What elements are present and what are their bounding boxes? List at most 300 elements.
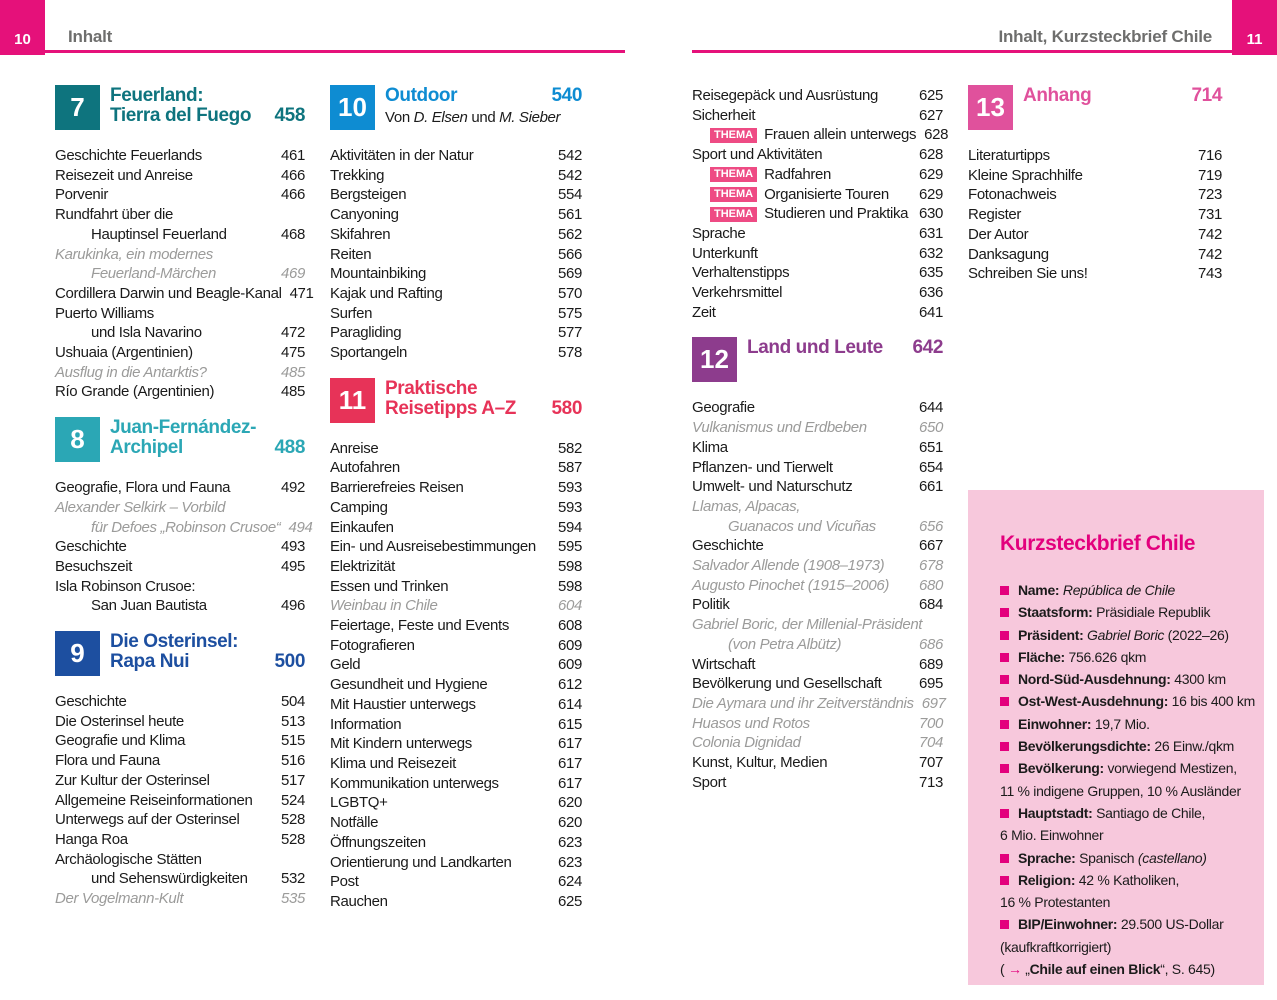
toc-entry-label: Geschichte [55, 538, 127, 556]
chapter-title-text: Tierra del Fuego [110, 105, 252, 126]
chapter-page-number: 714 [1191, 85, 1222, 106]
toc-entry-label: Rauchen [330, 892, 388, 910]
toc-entry-label: Orientierung und Landkarten [330, 853, 512, 871]
toc-entry-label: Gabriel Boric, der Millenial-Präsident [692, 616, 923, 634]
toc-entry-label: Information [330, 715, 402, 733]
text-segment: (kaufkraftkorrigiert) [1000, 938, 1112, 955]
toc-entry-label: Barrierefreies Reisen [330, 479, 464, 497]
toc-entry-line [692, 674, 943, 694]
text-segment: Religion: [1018, 871, 1076, 888]
toc-column-2 [330, 85, 582, 912]
toc-entry-label: Post [330, 873, 359, 891]
toc-entry-page-number: 524 [281, 791, 305, 809]
toc-entry-page-number: 617 [558, 735, 582, 753]
text-segment: BIP/Einwohner: [1018, 916, 1118, 933]
toc-entry-label: Colonia Dignidad [692, 734, 801, 752]
toc-entry-page-number: 495 [281, 557, 305, 575]
toc-entry-line [692, 694, 946, 714]
toc-entry-page-number: 684 [919, 596, 943, 614]
toc-column-3 [692, 86, 949, 793]
toc-entry-line [55, 537, 305, 557]
toc-entry-label: Ein- und Ausreisebestimmungen [330, 538, 536, 556]
toc-entry-label: Der Vogelmann-Kult [55, 890, 184, 908]
toc-entry-label: Gesundheit und Hygiene [330, 676, 488, 694]
toc-entry-page-number: 535 [281, 890, 305, 908]
toc-entry-page-number: 493 [281, 538, 305, 556]
chapter-heading [968, 85, 1222, 130]
toc-entry-label: Trekking [330, 166, 385, 184]
toc-entry-line [330, 225, 582, 245]
toc-entry-line [692, 303, 943, 323]
toc-entry-label: Surfen [330, 304, 373, 322]
toc-entry-line [55, 751, 305, 771]
toc-entry-line [55, 771, 305, 791]
toc-entry-label: Camping [330, 498, 388, 516]
chapter-title-line [385, 379, 582, 399]
chapter-number-box: 10 [330, 85, 375, 130]
toc-entry-page-number: 593 [558, 498, 582, 516]
toc-entry-page-number: 654 [919, 458, 943, 476]
toc-entry-page-number: 625 [919, 87, 943, 104]
toc-entry-line [330, 734, 582, 754]
text-segment: 6 Mio. Einwohner [1000, 827, 1104, 844]
toc-entry-page-number: 542 [558, 147, 582, 164]
chapter-title-line [110, 438, 305, 458]
toc-entry-line [692, 418, 943, 438]
toc-entry-line [968, 185, 1222, 205]
toc-entry-label: LGBTQ+ [330, 794, 388, 812]
toc-entry-label: Geografie, Flora und Fauna [55, 479, 231, 497]
toc-entry-label: Kommunikation unterwegs [330, 774, 499, 792]
toc-entry-line [55, 596, 305, 616]
toc-entry-line [55, 498, 305, 518]
toc-entry-page-number: 623 [558, 833, 582, 851]
toc-entry-line [55, 284, 314, 304]
toc-entry-line [330, 245, 582, 265]
chapter-title-line [747, 338, 943, 358]
chapter-title-text: Feuerland: [110, 85, 204, 106]
factbox-lines [1000, 579, 1255, 980]
factbox-line [1000, 624, 1246, 646]
toc-entry-page-number: 620 [558, 794, 582, 812]
toc-entry-label: Zur Kultur der Osterinsel [55, 771, 210, 789]
text-segment: Spanisch [1075, 849, 1138, 866]
toc-entry-line [692, 497, 943, 517]
toc-entry-line [55, 791, 305, 811]
toc-entry-line [692, 398, 943, 418]
toc-entry-page-number: 650 [919, 419, 943, 437]
toc-entry-page-number: 513 [281, 712, 305, 730]
toc-entry-line [330, 537, 582, 557]
toc-entry-line [330, 695, 582, 715]
toc-entry-label: Sicherheit [692, 106, 756, 124]
toc-entry-line [692, 576, 943, 596]
toc-entry-page-number: 594 [558, 518, 582, 536]
chapter-title-line [1023, 86, 1222, 106]
toc-entry-label: Mit Kindern unterwegs [330, 735, 472, 753]
toc-entry-page-number: 630 [919, 205, 943, 223]
toc-entry-page-number: 471 [289, 284, 314, 302]
toc-entry-label: Schreiben Sie uns! [968, 265, 1088, 283]
toc-column-4 [968, 85, 1222, 284]
toc-entry-label: Radfahren [764, 165, 832, 183]
toc-entry-line [55, 304, 305, 324]
toc-entry-page-number: 661 [919, 478, 943, 496]
toc-entry-line [692, 106, 943, 126]
factbox-kurzsteckbrief [968, 490, 1264, 985]
toc-entry-label: Hauptinsel Feuerland [91, 225, 227, 243]
text-segment: Bevölkerung: [1018, 760, 1104, 777]
text-segment: Nord-Süd-Ausdehnung: [1018, 671, 1171, 688]
toc-entry-page-number: 686 [919, 635, 943, 653]
toc-entry-page-number: 593 [558, 479, 582, 497]
toc-entry-label: Feiertage, Feste und Events [330, 617, 509, 635]
toc-entry-line [692, 86, 943, 106]
text-segment: 16 % Protestanten [1000, 894, 1111, 911]
chapter-title-line [385, 399, 582, 419]
toc-entry-label: Mit Haustier unterwegs [330, 695, 476, 713]
toc-entry-label: Kunst, Kultur, Medien [692, 754, 828, 772]
toc-entry-line [330, 304, 582, 324]
toc-entry-label: Alexander Selkirk – Vorbild [55, 498, 226, 516]
chapter-heading [330, 85, 582, 130]
toc-entry-label: Karukinka, ein modernes [55, 245, 213, 263]
toc-entry-line [55, 712, 305, 732]
factbox-line [1000, 891, 1246, 913]
toc-entry-page-number: 469 [281, 265, 305, 283]
toc-entry-page-number: 629 [919, 185, 943, 203]
toc-entry-page-number: 628 [919, 146, 943, 164]
toc-entry-label: Reisezeit und Anreise [55, 166, 193, 184]
toc-entry-page-number: 719 [1198, 166, 1222, 184]
toc-entry-label: Autofahren [330, 459, 400, 477]
toc-entry-page-number: 723 [1198, 186, 1222, 204]
toc-entry-label: (von Petra Albütz) [728, 635, 842, 653]
toc-entry-label: Llamas, Alpacas, [692, 497, 801, 515]
toc-entry-label: Organisierte Touren [764, 185, 889, 203]
bullet-square-icon [1000, 653, 1009, 662]
toc-entry-page-number: 695 [919, 675, 943, 693]
toc-entry-page-number: 624 [558, 873, 582, 891]
text-segment: D. Elsen [413, 109, 468, 126]
toc-entry-label: Vulkanismus und Erdbeben [692, 419, 867, 437]
toc-entry-line [330, 458, 582, 478]
factbox-line [1000, 713, 1246, 735]
toc-entry-page-number: 562 [558, 225, 582, 243]
toc-entry-line [968, 166, 1222, 186]
toc-entry-label: Verhaltenstipps [692, 264, 790, 282]
toc-entry-line [330, 343, 582, 363]
toc-entry-page-number: 742 [1198, 245, 1222, 263]
chapter-heading-body [747, 337, 943, 382]
toc-entry-page-number: 577 [558, 324, 582, 342]
toc-entry-label: Politik [692, 596, 730, 614]
toc-entry-label: Rundfahrt über die [55, 206, 173, 224]
text-segment: Santiago de Chile, [1092, 804, 1206, 821]
toc-entry-page-number: 578 [558, 344, 582, 362]
right-header-title: Inhalt, Kurzsteckbrief Chile [998, 27, 1212, 46]
chapter-page-number: 488 [274, 437, 305, 459]
toc-entry-label: Die Aymara und ihr Zeitverständnis [692, 694, 914, 712]
toc-entry-label: Fotografieren [330, 636, 415, 654]
toc-entry-line [692, 438, 943, 458]
toc-entry-line [968, 264, 1222, 284]
toc-entry-line [692, 244, 943, 264]
left-header-title: Inhalt [68, 27, 113, 46]
toc-entry-line [330, 518, 582, 538]
toc-entry-page-number: 468 [281, 225, 305, 243]
toc-entry-page-number: 566 [558, 245, 582, 263]
right-page-number: 11 [1246, 31, 1263, 48]
toc-entry-line [330, 166, 582, 186]
toc-entry-label: Reisegepäck und Ausrüstung [692, 87, 879, 104]
right-page-number-box [1232, 0, 1277, 55]
toc-entry-label: Geschichte [55, 693, 127, 711]
toc-entry-line [330, 323, 582, 343]
toc-entry-line [330, 146, 582, 166]
factbox-line [1000, 913, 1246, 935]
chapter-heading-body [110, 631, 305, 676]
toc-entry-page-number: 625 [558, 892, 582, 910]
toc-entry-label: Anreise [330, 439, 379, 457]
toc-entry-label: Sport und Aktivitäten [692, 146, 823, 164]
toc-entry-line [330, 205, 582, 225]
text-segment: 29.500 US-Dollar [1117, 916, 1224, 933]
toc-entry-label: Frauen allein unterwegs [764, 126, 917, 144]
toc-entry-label: Allgemeine Reiseinformationen [55, 791, 253, 809]
toc-entry-page-number: 707 [919, 754, 943, 772]
chapter-title-text: Land und Leute [747, 337, 883, 359]
toc-entry-line [692, 224, 943, 244]
toc-entry-line [692, 145, 943, 165]
toc-entry-label: Die Osterinsel heute [55, 712, 184, 730]
toc-entry-line [692, 185, 943, 205]
toc-entry-page-number: 595 [558, 538, 582, 556]
toc-entry-line [55, 146, 305, 166]
toc-entry-line [55, 323, 305, 343]
text-segment: República de Chile [1059, 582, 1176, 598]
toc-entry-label: Archäologische Stätten [55, 850, 202, 868]
toc-entry-page-number: 485 [281, 383, 305, 401]
toc-entry-line [330, 264, 582, 284]
toc-entry-label: Essen und Trinken [330, 577, 449, 595]
bullet-square-icon [1000, 920, 1009, 929]
toc-entry-label: Elektrizität [330, 557, 395, 575]
toc-entry-page-number: 466 [281, 166, 305, 184]
chapter-title-line [385, 86, 582, 106]
toc-entry-label: Mountainbiking [330, 265, 426, 283]
toc-entry-page-number: 617 [558, 774, 582, 792]
bullet-square-icon [1000, 631, 1009, 640]
toc-entry-page-number: 632 [919, 244, 943, 262]
toc-entry-page-number: 492 [281, 479, 305, 497]
toc-entry-line [55, 810, 305, 830]
chapter-title-line [110, 418, 305, 438]
toc-entry-line [692, 536, 943, 556]
toc-entry-label: Huasos und Rotos [692, 714, 810, 732]
left-page-number-box [0, 0, 45, 55]
toc-entry-line [55, 869, 305, 889]
toc-entry-line [55, 731, 305, 751]
factbox-line [1000, 735, 1246, 757]
text-segment: M. Sieber [499, 109, 561, 126]
chapter-heading-body [1023, 85, 1222, 130]
chapter-heading [55, 85, 305, 130]
chapter-page-number: 642 [912, 337, 943, 359]
toc-entry-page-number: 644 [919, 399, 943, 417]
toc-entry-line [330, 833, 582, 853]
toc-entry-page-number: 651 [919, 438, 943, 456]
toc-entry-line [330, 675, 582, 695]
toc-entry-line [55, 185, 305, 205]
toc-entry-line [55, 518, 313, 538]
chapter-heading [692, 337, 943, 382]
toc-entry-label: Literaturtipps [968, 147, 1050, 164]
toc-entry-label: Aktivitäten in der Natur [330, 147, 474, 164]
toc-entry-label: Ausflug in die Antarktis? [55, 363, 207, 381]
arrow-icon: → [1007, 961, 1022, 978]
toc-entry-page-number: 587 [558, 459, 582, 477]
toc-entry-group [968, 146, 1222, 284]
toc-entry-group [330, 146, 582, 363]
toc-entry-page-number: 569 [558, 265, 582, 283]
toc-entry-label: Puerto Williams [55, 304, 154, 322]
toc-entry-line [330, 284, 582, 304]
toc-entry-line [692, 477, 943, 497]
toc-entry-group [692, 86, 949, 322]
toc-entry-line [55, 166, 305, 186]
factbox-line [1000, 869, 1246, 891]
toc-entry-label: Wirtschaft [692, 655, 756, 673]
toc-entry-page-number: 516 [281, 752, 305, 770]
text-segment: vorwiegend Mestizen, [1103, 760, 1237, 777]
toc-entry-line [692, 283, 943, 303]
toc-entry-line [692, 753, 943, 773]
toc-entry-line [330, 853, 582, 873]
text-segment: 19,7 Mio. [1091, 715, 1150, 732]
toc-entry-page-number: 713 [919, 773, 943, 791]
toc-entry-line [968, 146, 1222, 166]
toc-entry-page-number: 617 [558, 754, 582, 772]
toc-entry-label: Bevölkerung und Gesellschaft [692, 675, 882, 693]
chapter-title-text: Archipel [110, 437, 183, 459]
thema-badge: THEMA [710, 167, 757, 182]
toc-entry-label: Umwelt- und Naturschutz [692, 478, 853, 496]
toc-entry-line [55, 363, 305, 383]
factbox-line [1000, 847, 1246, 869]
thema-badge: THEMA [710, 187, 757, 202]
text-segment: (castellano) [1137, 849, 1207, 866]
toc-entry-page-number: 517 [281, 771, 305, 789]
toc-entry-label: Danksagung [968, 245, 1049, 263]
factbox-line [1000, 824, 1246, 846]
toc-entry-page-number: 629 [919, 165, 943, 183]
text-segment: (2022–26) [1164, 626, 1229, 643]
toc-entry-label: Kleine Sprachhilfe [968, 166, 1083, 184]
toc-entry-line [330, 636, 582, 656]
toc-entry-line [968, 225, 1222, 245]
toc-entry-label: Sport [692, 773, 727, 791]
toc-entry-group [55, 146, 314, 402]
toc-entry-label: Paragliding [330, 324, 402, 342]
toc-entry-line [55, 478, 305, 498]
factbox-line [1000, 646, 1246, 668]
factbox-line [1000, 690, 1255, 712]
text-segment: Fläche: [1018, 648, 1065, 665]
toc-entry-line [692, 517, 943, 537]
toc-entry-line [692, 615, 943, 635]
toc-entry-label: Sprache [692, 224, 746, 242]
factbox-line [1000, 579, 1246, 601]
toc-entry-page-number: 466 [281, 186, 305, 204]
toc-entry-page-number: 528 [281, 811, 305, 829]
chapter-title-text: Die Osterinsel: [110, 631, 239, 653]
toc-entry-page-number: 667 [919, 537, 943, 555]
toc-entry-page-number: 461 [281, 147, 305, 164]
text-segment: 16 bis 400 km [1168, 693, 1255, 710]
text-segment: Gabriel Boric [1083, 626, 1165, 643]
toc-entry-line [330, 715, 582, 735]
chapter-title-text: Praktische [385, 377, 478, 399]
toc-entry-line [330, 793, 582, 813]
text-segment: 26 Einw./qkm [1150, 738, 1235, 755]
text-segment: Name: [1018, 582, 1060, 598]
text-segment: Chile auf einen Blick [1029, 961, 1161, 978]
toc-entry-group [55, 478, 313, 616]
toc-entry-page-number: 598 [558, 557, 582, 575]
toc-entry-page-number: 743 [1198, 265, 1222, 283]
toc-entry-line [968, 205, 1222, 225]
bullet-square-icon [1000, 876, 1009, 885]
toc-entry-label: Notfälle [330, 814, 379, 832]
toc-entry-label: Öffnungszeiten [330, 833, 426, 851]
toc-entry-line [330, 892, 582, 912]
chapter-subtitle [385, 109, 582, 126]
toc-entry-page-number: 612 [558, 676, 582, 694]
text-segment: 11 % indigene Gruppen, 10 % Ausländer [1000, 782, 1241, 799]
toc-entry-page-number: 528 [281, 830, 305, 848]
toc-entry-page-number: 697 [921, 694, 946, 712]
toc-entry-line [692, 733, 943, 753]
toc-entry-line [330, 655, 582, 675]
toc-entry-page-number: 631 [919, 224, 943, 242]
toc-entry-line [330, 872, 582, 892]
toc-entry-label: Geschichte Feuerlands [55, 147, 202, 164]
toc-entry-label: Weinbau in Chile [330, 597, 438, 615]
chapter-number-box: 11 [330, 378, 375, 423]
text-segment: Präsidiale Republik [1092, 604, 1211, 621]
toc-entry-page-number: 716 [1198, 147, 1222, 164]
toc-entry-line [330, 557, 582, 577]
text-segment: 756.626 qkm [1064, 648, 1147, 665]
factbox-line [1000, 936, 1246, 958]
factbox-line [1000, 780, 1246, 802]
toc-entry-label: Canyoning [330, 206, 399, 224]
toc-entry-label: Register [968, 206, 1022, 224]
text-segment: „ [1021, 961, 1030, 978]
toc-entry-label: Salvador Allende (1908–1973) [692, 557, 885, 575]
chapter-heading [55, 631, 305, 676]
right-header-rule [692, 50, 1232, 53]
toc-entry-page-number: 627 [919, 106, 943, 124]
text-segment: Sprache: [1018, 849, 1076, 866]
toc-entry-page-number: 582 [558, 439, 582, 457]
toc-entry-label: und Isla Navarino [91, 324, 202, 342]
toc-entry-page-number: 742 [1198, 225, 1222, 243]
left-page-number: 10 [14, 31, 31, 48]
toc-entry-label: Geld [330, 656, 361, 674]
toc-entry-label: Río Grande (Argentinien) [55, 383, 215, 401]
